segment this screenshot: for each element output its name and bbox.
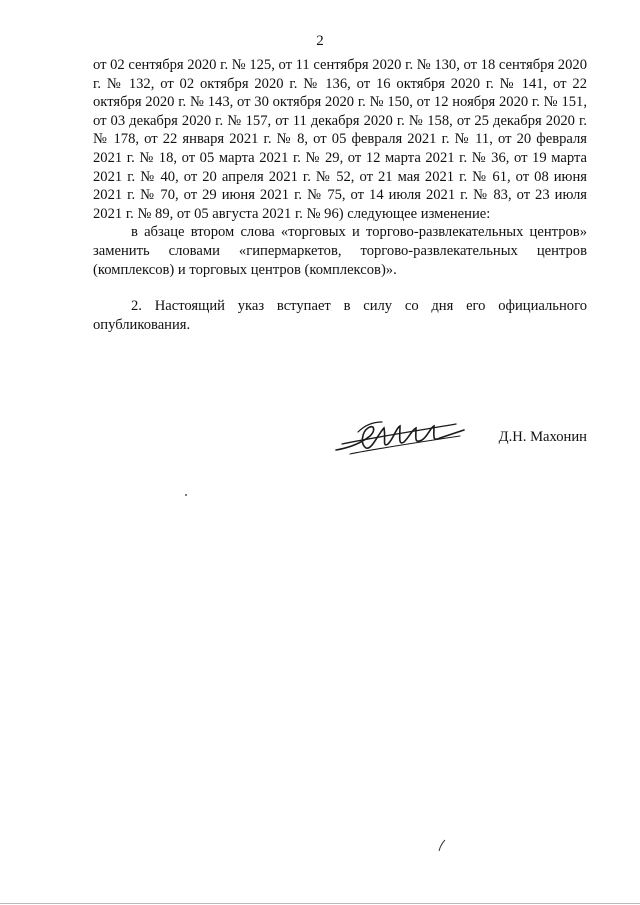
scan-speck [185,494,187,496]
document-body [93,56,587,334]
signature-block [330,410,587,460]
paragraph-change: в абзаце втором слова «торговых и торгово-развлекательных центров» заменить словами «гипермаркетов, торгово-развлекательных центров (комплексов) и торговых центров (комплексов)». [93,224,587,278]
paragraph-amendment-list: от 02 сентября 2020 г. № 125, от 11 сентября 2020 г. № 130, от 18 сентября 2020 г. № 132, от 02 октября 2020 г. № 136, от 16 октября 2020 г. № 141, от 22 октября 2020 г. № 143, от 30 октября 2020 г. № 150, от 12 ноября 2020 г. № 151, от 03 декабря 2020 г. № 157, от 11 декабря 2020 г. № 158, от 25 декабря 2020 г. № 178, от 22 января 2021 г. № 8, от 05 февраля 2021 г. № 11, от 20 февраля 2021 г. № 18, от 05 марта 2021 г. № 29, от 12 марта 2021 г. № 36, от 19 марта 2021 г. № 40, от 20 апреля 2021 г. № 52, от 21 мая 2021 г. № 61, от 08 июня 2021 г. № 70, от 29 июня 2021 г. № 75, от 14 июля 2021 г. № 83, от 23 июля 2021 г. № 89, от 05 августа 2021 г. № 96) следующее изменение: [93,57,587,222]
page-number: 2 [316,33,324,49]
signer-name: Д.Н. Махонин [498,429,587,445]
scan-pen-mark [437,838,447,852]
scan-bottom-edge [0,903,640,904]
handwritten-signature [330,414,470,458]
paragraph-effective-date: 2. Настоящий указ вступает в силу со дня его официального опубликования. [93,298,587,333]
